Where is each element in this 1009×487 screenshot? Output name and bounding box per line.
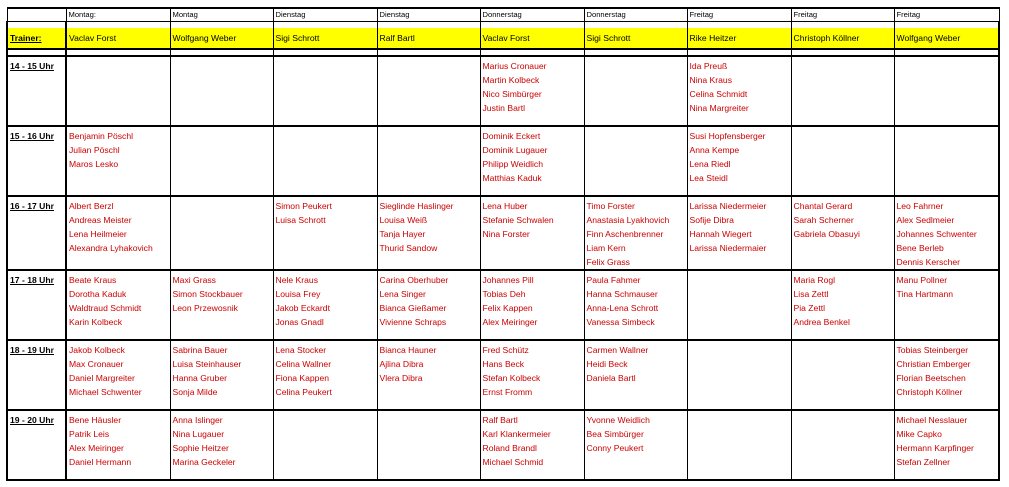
participant-name: Ernst Fromm	[482, 387, 533, 397]
separator-cell	[170, 49, 273, 56]
participants-cell	[584, 340, 687, 410]
separator-cell	[894, 49, 999, 56]
participant-name: Julian Pöschl	[69, 145, 120, 155]
participants-cell	[584, 270, 687, 340]
separator-cell	[7, 49, 66, 56]
participant-name: Christoph Köllner	[896, 387, 963, 397]
participant-name: Patrik Leis	[69, 429, 110, 439]
day-header-cell: Freitag	[687, 8, 791, 22]
participant-name: Marius Cronauer	[482, 61, 547, 71]
separator-cell	[66, 49, 170, 56]
participants-cell	[273, 340, 377, 410]
participant-name: Jakob Kolbeck	[69, 345, 125, 355]
participant-name: Lena Stocker	[275, 345, 327, 355]
participant-name: Leo Fahrner	[896, 201, 944, 211]
trainer-name-cell: Vaclav Forst	[480, 28, 584, 49]
participant-name: Nina Lugauer	[172, 429, 225, 439]
time-slot-row	[7, 126, 999, 196]
participants-cell	[791, 196, 894, 270]
participant-name: Felix Grass	[586, 257, 630, 267]
participant-name: Tina Hartmann	[896, 289, 954, 299]
participant-name: Timo Forster	[586, 201, 635, 211]
separator-cell	[480, 49, 584, 56]
participants-cell	[584, 410, 687, 480]
participants-cell	[66, 270, 170, 340]
trainer-name-cell: Wolfgang Weber	[894, 28, 999, 49]
participant-name: Hanna Gruber	[172, 373, 227, 383]
participants-cell	[170, 340, 273, 410]
participant-name: Fiona Kappen	[275, 373, 330, 383]
participant-name: Lisa Zettl	[793, 289, 829, 299]
participant-name: Celina Peukert	[275, 387, 332, 397]
participant-name: Andrea Benkel	[793, 317, 850, 327]
participant-name: Ajlina Dibra	[379, 359, 424, 369]
time-slot-row	[7, 270, 999, 340]
time-slot-row	[7, 340, 999, 410]
trainer-name-cell: Vaclav Forst	[66, 28, 170, 49]
participant-name: Marina Geckeler	[172, 457, 236, 467]
participants-cell	[273, 270, 377, 340]
trainer-name-cell: Christoph Köllner	[791, 28, 894, 49]
participant-name: Alex Sedlmeier	[896, 215, 955, 225]
participant-name: Louisa Weiß	[379, 215, 428, 225]
participants-cell	[273, 126, 377, 196]
participant-name: Dennis Kerscher	[896, 257, 961, 267]
participant-name: Beate Kraus	[69, 275, 117, 285]
separator-cell	[687, 49, 791, 56]
time-slot-label: 17 - 18 Uhr	[7, 270, 66, 340]
participant-name: Finn Aschenbrenner	[586, 229, 664, 239]
time-slot-row	[7, 196, 999, 270]
participant-name: Vanessa Simbeck	[586, 317, 655, 327]
participant-name: Bea Simbürger	[586, 429, 644, 439]
participants-cell	[480, 340, 584, 410]
participants-cell	[584, 196, 687, 270]
day-header-cell: Donnerstag	[480, 8, 584, 22]
participant-name: Bene Häusler	[69, 415, 122, 425]
participants-cell	[687, 410, 791, 480]
participant-name: Johannes Pill	[482, 275, 534, 285]
participant-name: Hanna Schmauser	[586, 289, 658, 299]
participant-name: Daniel Margreiter	[69, 373, 135, 383]
participant-name: Philipp Weidlich	[482, 159, 544, 169]
participants-cell	[687, 270, 791, 340]
participants-cell	[791, 340, 894, 410]
participants-cell	[791, 56, 894, 126]
participant-name: Waldtraud Schmidt	[69, 303, 142, 313]
participants-cell	[377, 410, 480, 480]
participant-name: Max Cronauer	[69, 359, 124, 369]
participant-name: Anna Kempe	[689, 145, 740, 155]
participant-name: Benjamin Pöschl	[69, 131, 134, 141]
participant-name: Bianca Gießamer	[379, 303, 447, 313]
participant-name: Karl Klankermeier	[482, 429, 551, 439]
participant-name: Stefanie Schwalen	[482, 215, 554, 225]
participant-name: Stefan Kolbeck	[482, 373, 541, 383]
separator-cell	[273, 49, 377, 56]
participant-name: Liam Kern	[586, 243, 626, 253]
trainer-name-cell: Wolfgang Weber	[170, 28, 273, 49]
participants-cell	[791, 270, 894, 340]
participant-name: Dominik Lugauer	[482, 145, 548, 155]
participant-name: Roland Brandl	[482, 443, 537, 453]
separator-cell	[791, 49, 894, 56]
participant-name: Ralf Bartl	[482, 415, 518, 425]
participant-name: Dorotha Kaduk	[69, 289, 127, 299]
trainer-name-cell: Ralf Bartl	[377, 28, 480, 49]
participant-name: Matthias Kaduk	[482, 173, 542, 183]
participant-name: Christian Emberger	[896, 359, 971, 369]
participant-name: Anastasia Lyakhovich	[586, 215, 670, 225]
participant-name: Manu Pollner	[896, 275, 948, 285]
participant-name: Lena Singer	[379, 289, 426, 299]
participants-cell	[894, 410, 999, 480]
participants-cell	[273, 410, 377, 480]
participants-cell	[170, 56, 273, 126]
participant-name: Karin Kolbeck	[69, 317, 123, 327]
participants-cell	[894, 270, 999, 340]
day-header-cell: Dienstag	[273, 8, 377, 22]
participant-name: Sonja Milde	[172, 387, 218, 397]
trainer-label: Trainer:	[7, 28, 66, 49]
participant-name: Pia Zettl	[793, 303, 826, 313]
participants-cell	[480, 410, 584, 480]
participants-cell	[377, 340, 480, 410]
participant-name: Jonas Gnadl	[275, 317, 324, 327]
participant-name: Sofije Dibra	[689, 215, 734, 225]
time-slot-row	[7, 56, 999, 126]
participant-name: Nico Simbürger	[482, 89, 542, 99]
participants-cell	[170, 410, 273, 480]
participants-cell	[894, 196, 999, 270]
participants-cell	[273, 196, 377, 270]
participants-cell	[480, 56, 584, 126]
participants-cell	[687, 56, 791, 126]
participant-name: Luisa Schrott	[275, 215, 326, 225]
participant-name: Andreas Meister	[69, 215, 132, 225]
participant-name: Conny Peukert	[586, 443, 644, 453]
participant-name: Michael Schmid	[482, 457, 544, 467]
day-header-cell: Dienstag	[377, 8, 480, 22]
participant-name: Luisa Steinhauser	[172, 359, 242, 369]
participant-name: Alexandra Lyhakovich	[69, 243, 153, 253]
corner-cell	[7, 8, 66, 22]
participant-name: Alex Meiringer	[69, 443, 124, 453]
participants-cell	[66, 410, 170, 480]
separator-cell	[584, 49, 687, 56]
participant-name: Nina Forster	[482, 229, 530, 239]
participants-cell	[480, 126, 584, 196]
trainer-name-cell: Sigi Schrott	[273, 28, 377, 49]
participants-cell	[377, 126, 480, 196]
participant-name: Leon Przewosnik	[172, 303, 238, 313]
participant-name: Simon Stockbauer	[172, 289, 243, 299]
participant-name: Felix Kappen	[482, 303, 533, 313]
participant-name: Heidi Beck	[586, 359, 628, 369]
participants-cell	[66, 56, 170, 126]
day-header-row	[7, 8, 999, 22]
participant-name: Maxi Grass	[172, 275, 216, 285]
participant-name: Daniela Bartl	[586, 373, 636, 383]
day-header-cell: Montag:	[66, 8, 170, 22]
participant-name: Larissa Niedermeier	[689, 201, 767, 211]
day-header-cell: Freitag	[791, 8, 894, 22]
time-slot-row	[7, 410, 999, 480]
participants-cell	[480, 196, 584, 270]
participant-name: Hannah Wiegert	[689, 229, 752, 239]
participant-name: Justin Bartl	[482, 103, 526, 113]
trainer-name-cell: Rike Heitzer	[687, 28, 791, 49]
participant-name: Bene Berleb	[896, 243, 944, 253]
participant-name: Vivienne Schraps	[379, 317, 447, 327]
participant-name: Sabrina Bauer	[172, 345, 228, 355]
participants-cell	[894, 56, 999, 126]
participant-name: Tanja Hayer	[379, 229, 426, 239]
participant-name: Michael Nesslauer	[896, 415, 968, 425]
day-header-cell: Montag	[170, 8, 273, 22]
participants-cell	[687, 196, 791, 270]
participants-cell	[894, 340, 999, 410]
participant-name: Sarah Scherner	[793, 215, 854, 225]
trainer-name-cell: Sigi Schrott	[584, 28, 687, 49]
participant-name: Nele Kraus	[275, 275, 319, 285]
participant-name: Celina Schmidt	[689, 89, 748, 99]
time-slot-label: 14 - 15 Uhr	[7, 56, 66, 126]
participant-name: Simon Peukert	[275, 201, 332, 211]
participants-cell	[687, 340, 791, 410]
participant-name: Lena Huber	[482, 201, 528, 211]
participant-name: Daniel Hermann	[69, 457, 132, 467]
participant-name: Alex Meiringer	[482, 317, 538, 327]
participants-cell	[66, 340, 170, 410]
participants-cell	[377, 270, 480, 340]
participants-cell	[791, 126, 894, 196]
participant-name: Ida Preuß	[689, 61, 728, 71]
participant-name: Hermann Karpfinger	[896, 443, 974, 453]
time-slot-label: 15 - 16 Uhr	[7, 126, 66, 196]
participants-cell	[894, 126, 999, 196]
participant-name: Tobias Steinberger	[896, 345, 969, 355]
time-slot-label: 19 - 20 Uhr	[7, 410, 66, 480]
schedule-table	[6, 7, 1000, 481]
participant-name: Paula Fahmer	[586, 275, 641, 285]
participants-cell	[584, 126, 687, 196]
participants-cell	[273, 56, 377, 126]
participant-name: Yvonne Weidlich	[586, 415, 650, 425]
participant-name: Anna Islinger	[172, 415, 223, 425]
participant-name: Celina Wallner	[275, 359, 332, 369]
participant-name: Maria Rogl	[793, 275, 836, 285]
participant-name: Carmen Wallner	[586, 345, 649, 355]
participant-name: Hans Beck	[482, 359, 525, 369]
participants-cell	[170, 270, 273, 340]
participant-name: Chantal Gerard	[793, 201, 853, 211]
participant-name: Dominik Eckert	[482, 131, 541, 141]
day-header-cell: Freitag	[894, 8, 999, 22]
separator-row	[7, 49, 999, 56]
participants-cell	[377, 196, 480, 270]
participant-name: Thurid Sandow	[379, 243, 438, 253]
participant-name: Stefan Zellner	[896, 457, 951, 467]
time-slot-label: 16 - 17 Uhr	[7, 196, 66, 270]
participant-name: Johannes Schwenter	[896, 229, 977, 239]
participant-name: Florian Beetschen	[896, 373, 966, 383]
participant-name: Louisa Frey	[275, 289, 321, 299]
participant-name: Tobias Deh	[482, 289, 526, 299]
participant-name: Carina Oberhuber	[379, 275, 449, 285]
separator-cell	[377, 49, 480, 56]
participant-name: Nina Kraus	[689, 75, 733, 85]
participant-name: Mike Capko	[896, 429, 942, 439]
participant-name: Vlera Dibra	[379, 373, 423, 383]
participant-name: Sieglinde Haslinger	[379, 201, 454, 211]
participant-name: Lena Riedl	[689, 159, 731, 169]
participants-cell	[66, 196, 170, 270]
participant-name: Michael Schwenter	[69, 387, 142, 397]
participants-cell	[66, 126, 170, 196]
trainer-row	[7, 28, 999, 49]
time-slot-label: 18 - 19 Uhr	[7, 340, 66, 410]
participant-name: Lena Heilmeier	[69, 229, 127, 239]
day-header-cell: Donnerstag	[584, 8, 687, 22]
participants-cell	[480, 270, 584, 340]
participant-name: Lea Steidl	[689, 173, 728, 183]
participant-name: Nina Margreiter	[689, 103, 749, 113]
participant-name: Anna-Lena Schrott	[586, 303, 659, 313]
participants-cell	[170, 196, 273, 270]
participants-cell	[687, 126, 791, 196]
participant-name: Gabriela Obasuyi	[793, 229, 860, 239]
participants-cell	[791, 410, 894, 480]
participant-name: Sophie Heitzer	[172, 443, 229, 453]
participants-cell	[584, 56, 687, 126]
participant-name: Maros Lesko	[69, 159, 119, 169]
participant-name: Jakob Eckardt	[275, 303, 330, 313]
participant-name: Larissa Niedermaier	[689, 243, 767, 253]
participants-cell	[170, 126, 273, 196]
participant-name: Bianca Hauner	[379, 345, 437, 355]
participant-name: Albert Berzl	[69, 201, 114, 211]
participant-name: Fred Schütz	[482, 345, 529, 355]
participants-cell	[377, 56, 480, 126]
participant-name: Susi Hopfensberger	[689, 131, 766, 141]
participant-name: Martin Kolbeck	[482, 75, 540, 85]
